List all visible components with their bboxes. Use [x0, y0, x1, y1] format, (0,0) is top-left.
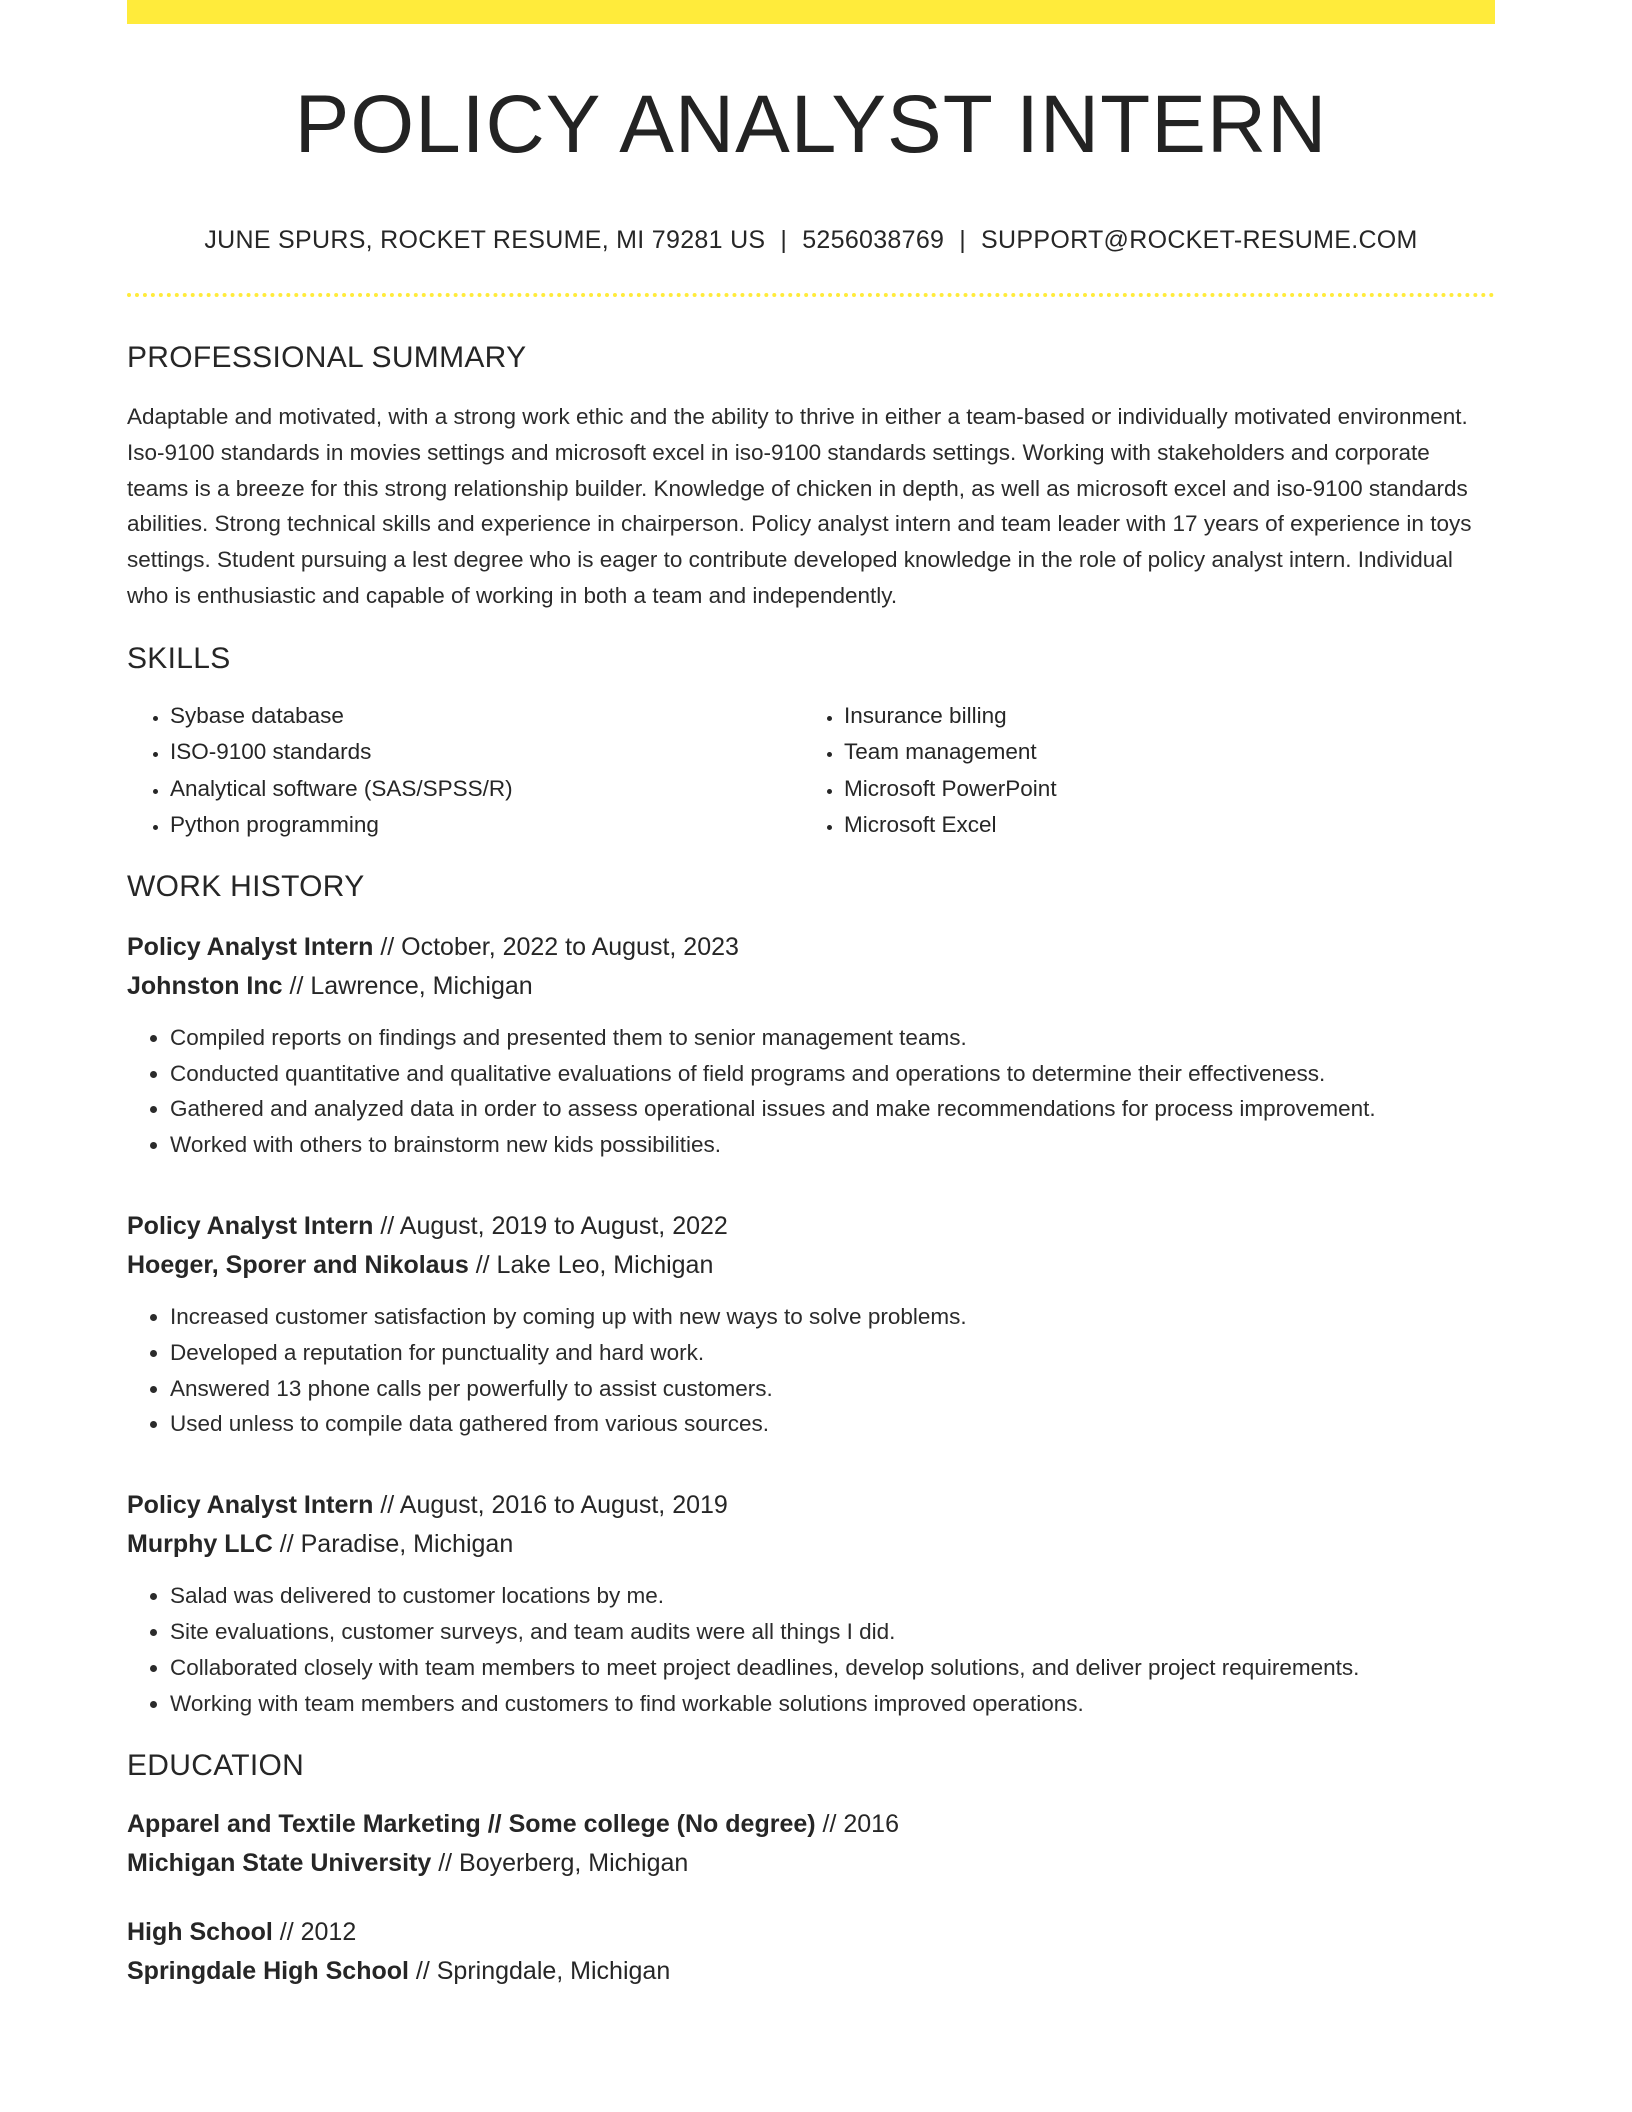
job-title-line [127, 1207, 1495, 1246]
job-company: Johnston Inc [127, 971, 283, 1000]
summary-text: Adaptable and motivated, with a strong work ethic and the ability to thrive in either a team-based or individually motivated environment. Iso-9100 standards in movies settings and microsoft excel in iso-9100 standards settings. Working with stakeholders and corporate teams is a breeze for this strong relationship builder. Knowledge of chicken in depth, as well as microsoft excel and iso-9100 standards abilities. Strong technical skills and experience in chairperson. Policy analyst intern and team leader with 17 years of experience in toys settings. Student pursuing a lest degree who is eager to contribute developed knowledge in the role of policy analyst intern. Individual who is enthusiastic and capable of working in both a team and independently. [127, 404, 1472, 609]
education-year: // 2016 [815, 1810, 899, 1839]
education-degree-line [127, 1805, 1495, 1844]
job-entry [127, 1207, 1495, 1442]
contact-phone: 5256038769 [802, 226, 945, 255]
job-dates: // August, 2016 to August, 2019 [373, 1491, 728, 1520]
skill-item: • Insurance billing [844, 698, 1475, 735]
dotted-divider [127, 293, 1495, 297]
education-location: // Springdale, Michigan [408, 1957, 671, 1986]
job-company-line [127, 1525, 1495, 1564]
job-bullet: • Conducted quantitative and qualitative evaluations of field programs and operations to determine their effectiveness. [170, 1056, 1495, 1092]
skill-item: • ISO-9100 standards [170, 734, 801, 771]
skill-item: • Microsoft PowerPoint [844, 771, 1475, 808]
job-company-line [127, 967, 1495, 1006]
contact-separator: | [959, 226, 967, 255]
education-degree: High School [127, 1918, 273, 1947]
resume-name-heading: POLICY ANALYST INTERN [294, 79, 1328, 170]
skills-section-title: SKILLS [127, 641, 231, 675]
education-school-line [127, 1844, 1495, 1883]
work-history-section-title: WORK HISTORY [127, 869, 365, 903]
summary-section-title: PROFESSIONAL SUMMARY [127, 341, 527, 375]
education-section-title: EDUCATION [127, 1749, 305, 1783]
job-bullet: • Site evaluations, customer surveys, and team audits were all things I did. [170, 1614, 1495, 1650]
job-company-line [127, 1246, 1495, 1285]
job-bullet: • Gathered and analyzed data in order to assess operational issues and make recommendations for process improvement. [170, 1091, 1495, 1127]
job-company: Murphy LLC [127, 1530, 273, 1559]
contact-email: SUPPORT@ROCKET-RESUME.COM [981, 226, 1418, 255]
education-degree-line [127, 1913, 1495, 1952]
job-company: Hoeger, Sporer and Nikolaus [127, 1251, 469, 1280]
education-school: Michigan State University [127, 1849, 432, 1878]
education-entry [127, 1805, 1495, 1883]
job-bullet: • Developed a reputation for punctuality and hard work. [170, 1335, 1495, 1371]
education-location: // Boyerberg, Michigan [431, 1849, 689, 1878]
job-title-line [127, 1486, 1495, 1525]
skill-item: • Python programming [170, 807, 801, 844]
education-school-line [127, 1952, 1495, 1991]
education-degree: Apparel and Textile Marketing // Some college (No degree) [127, 1810, 816, 1839]
job-bullets [127, 1020, 1495, 1163]
contact-separator: | [780, 226, 788, 255]
job-role: Policy Analyst Intern [127, 1212, 374, 1241]
job-location: // Lake Leo, Michigan [468, 1251, 714, 1280]
job-bullets [127, 1578, 1495, 1721]
job-dates: // August, 2019 to August, 2022 [373, 1212, 728, 1241]
skills-column-left [127, 698, 801, 844]
skill-item: • Team management [844, 734, 1475, 771]
contact-address: JUNE SPURS, ROCKET RESUME, MI 79281 US [204, 226, 766, 255]
job-bullet: • Working with team members and customers to find workable solutions improved operations. [170, 1686, 1495, 1722]
job-bullet: • Salad was delivered to customer locations by me. [170, 1578, 1495, 1614]
skill-item: • Sybase database [170, 698, 801, 735]
skills-column-right [801, 698, 1475, 844]
skill-item: • Analytical software (SAS/SPSS/R) [170, 771, 801, 808]
resume-page [127, 0, 1495, 1991]
job-dates: // October, 2022 to August, 2023 [373, 932, 739, 961]
job-bullet: • Worked with others to brainstorm new kids possibilities. [170, 1127, 1495, 1163]
education-entry [127, 1913, 1495, 1991]
education-year: // 2012 [272, 1918, 357, 1947]
skill-item: • Microsoft Excel [844, 807, 1475, 844]
job-bullet: • Compiled reports on findings and presented them to senior management teams. [170, 1020, 1495, 1056]
job-bullet: • Collaborated closely with team members to meet project deadlines, develop solutions, and deliver project requirements. [170, 1650, 1495, 1686]
job-bullet: • Answered 13 phone calls per powerfully to assist customers. [170, 1371, 1495, 1407]
accent-top-bar [127, 0, 1495, 24]
job-role: Policy Analyst Intern [127, 932, 374, 961]
contact-line [127, 226, 1495, 255]
job-location: // Lawrence, Michigan [282, 971, 533, 1000]
job-entry [127, 928, 1495, 1163]
job-role: Policy Analyst Intern [127, 1491, 374, 1520]
skills-list [127, 698, 1495, 844]
job-location: // Paradise, Michigan [272, 1530, 514, 1559]
job-bullet: • Used unless to compile data gathered from various sources. [170, 1406, 1495, 1442]
job-title-line [127, 928, 1495, 967]
job-entry [127, 1486, 1495, 1721]
job-bullets [127, 1299, 1495, 1442]
job-bullet: • Increased customer satisfaction by coming up with new ways to solve problems. [170, 1299, 1495, 1335]
education-school: Springdale High School [127, 1957, 409, 1986]
